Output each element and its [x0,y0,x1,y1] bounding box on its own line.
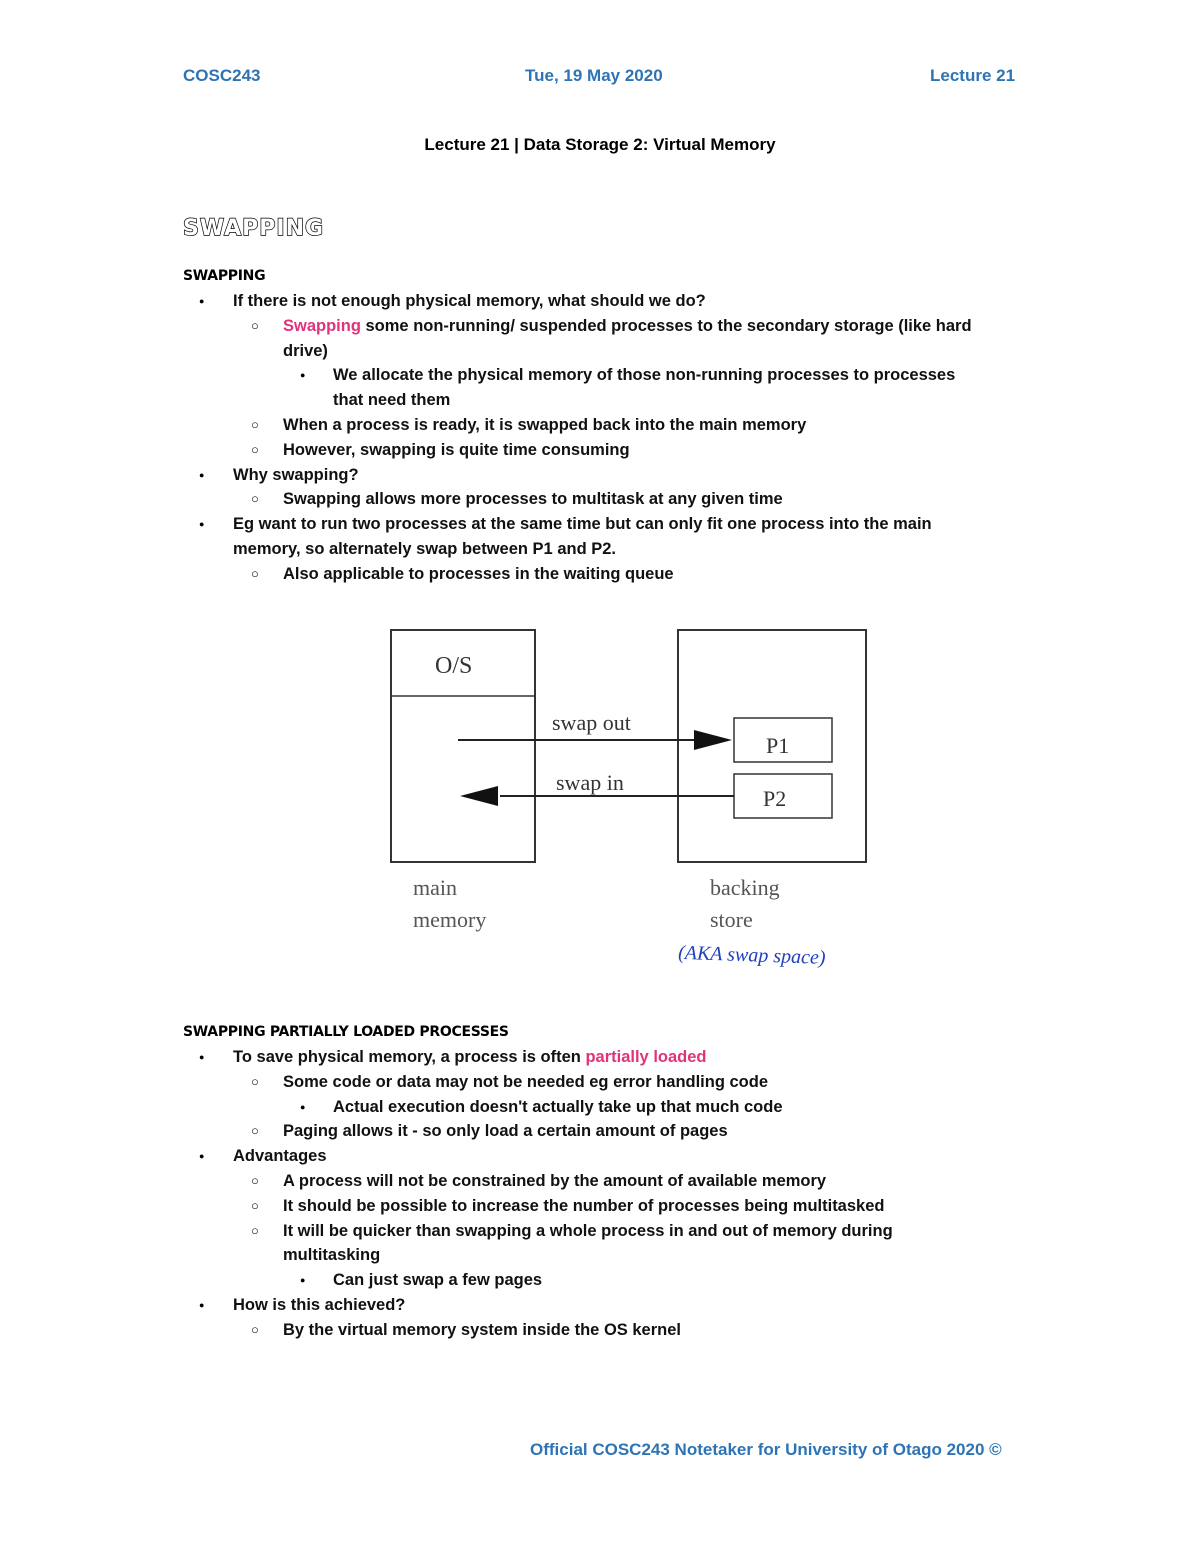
list-item-text: drive) [283,341,328,360]
page-title: Lecture 21 | Data Storage 2: Virtual Memory [424,135,776,154]
subsection-title-swapping: SWAPPING [183,268,266,284]
list-item [283,440,630,460]
list-item-text: To save physical memory, a process is often [233,1048,586,1066]
list-item [283,1196,884,1216]
list-item [233,465,359,485]
main-memory-label-1: main [413,875,457,900]
list-item-text: It should be possible to increase the number of processes being multitasked [283,1196,885,1215]
list-item-text: However, swapping is quite time consuming [283,440,630,459]
list-item-text: Eg want to run two processes at the same time but can only fit one process into the main [233,515,932,534]
list-item [283,489,783,509]
bullet-marker: ○ [251,565,259,581]
bullet-marker: ● [300,1275,306,1286]
backing-store-label-1: backing [710,875,780,900]
list-item [283,1121,728,1141]
list-item-text: We allocate the physical memory of those non-running processes to processes [333,366,956,385]
os-label: O/S [435,653,473,679]
highlighted-term: partially loaded [585,1048,707,1066]
bullet-marker: ○ [251,1073,259,1089]
bullet-marker: ○ [251,317,259,333]
backing-store-label-2: store [710,907,753,932]
list-item [283,564,674,584]
footer: Official COSC243 Notetaker for University of Otago 2020 © [530,1440,1002,1459]
list-item [233,1047,707,1067]
bullet-marker: ○ [251,1123,259,1139]
list-item-text: Can just swap a few pages [333,1271,543,1290]
handwritten-note: (AKA swap space) [677,941,826,969]
list-item [233,291,706,311]
list-item [283,1072,768,1092]
list-item [283,1221,893,1241]
list-item [233,1146,327,1166]
subsection-title-partial: SWAPPING PARTIALLY LOADED PROCESSES [183,1024,509,1040]
list-item [333,365,955,385]
list-item-text: Advantages [233,1147,327,1166]
list-item [233,539,616,559]
bullet-marker: ● [199,469,205,480]
list-item [233,514,932,534]
list-item [283,1245,380,1265]
swap-diagram [380,620,880,980]
section-title: SWAPPING [183,216,325,241]
list-item-text: It will be quicker than swapping a whole process in and out of memory during [283,1221,893,1240]
list-item-text: Some code or data may not be needed eg error handling code [283,1072,769,1091]
bullet-marker: ● [199,1052,205,1062]
list-item-text: some non-running/ suspended processes to the secondary storage (like hard [360,316,972,335]
bullet-marker: ● [300,370,306,381]
header-course: COSC243 [183,66,261,85]
bullet-marker: ● [199,296,205,306]
swap-out-label: swap out [552,710,631,735]
list-item-text: Paging allows it - so only load a certain amount of pages [283,1122,728,1141]
list-item [283,1171,826,1191]
bullet-marker: ○ [251,1321,259,1337]
bullet-marker: ● [199,1151,205,1162]
bullet-marker: ○ [251,417,259,432]
swap-in-label: swap in [556,770,624,795]
list-item-text: When a process is ready, it is swapped back into the main memory [283,416,807,434]
list-item-text: multitasking [283,1246,381,1265]
list-item-text: Swapping allows more processes to multitask at any given time [283,490,783,509]
list-item [333,1270,542,1290]
list-item [333,1097,783,1117]
list-item-text: memory, so alternately swap between P1 and P2. [233,540,617,558]
list-item-text: that need them [333,391,451,410]
list-item-text: Actual execution doesn't actually take up that much code [333,1097,783,1116]
list-item [283,1320,681,1340]
bullet-marker: ○ [251,1173,259,1188]
main-memory-label-2: memory [413,907,487,932]
list-item [333,390,450,410]
list-item-text: By the virtual memory system inside the OS kernel [283,1320,681,1339]
header-date: Tue, 19 May 2020 [525,66,663,85]
list-item-text: How is this achieved? [233,1296,406,1314]
bullet-marker: ○ [251,441,259,457]
header-lecture: Lecture 21 [930,66,1016,85]
list-item-text: Also applicable to processes in the waiting queue [283,564,674,583]
bullet-marker: ○ [251,1197,259,1213]
bullet-marker: ○ [251,491,259,507]
list-item [283,316,972,336]
list-item-text: A process will not be constrained by the amount of available memory [283,1172,827,1190]
list-item [233,1295,405,1315]
bullet-marker: ● [199,1300,205,1310]
p1-label: P1 [766,733,790,758]
bullet-marker: ● [300,1101,306,1112]
list-item-text: If there is not enough physical memory, what should we do? [233,292,706,310]
list-item [283,415,806,435]
p2-label: P2 [763,786,787,811]
bullet-marker: ○ [251,1222,259,1238]
highlighted-term: Swapping [283,316,361,335]
bullet-marker: ● [199,519,205,530]
list-item-text: Why swapping? [233,465,359,484]
list-item [283,341,328,361]
